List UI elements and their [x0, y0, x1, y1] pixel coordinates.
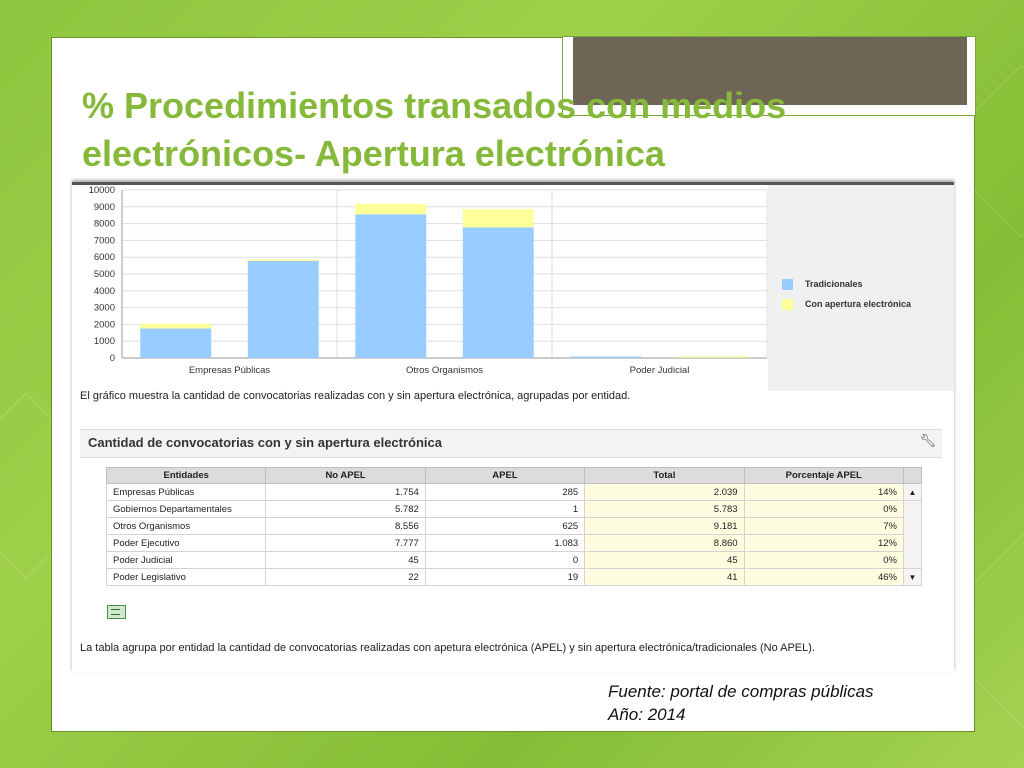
- scrollbar-header: [903, 468, 921, 484]
- legend-swatch-con-apertura: [782, 299, 793, 310]
- bar-segment-tradicionales: [355, 214, 426, 358]
- table-panel-header: [80, 429, 942, 458]
- portal-screenshot: [72, 182, 954, 672]
- cell-entidad: Poder Judicial: [107, 552, 266, 569]
- source-note: [608, 680, 874, 726]
- cell-apel: 0: [425, 552, 584, 569]
- cell-entidad: Poder Ejecutivo: [107, 535, 266, 552]
- cell-total: 2.039: [585, 484, 744, 501]
- table-row[interactable]: [107, 501, 922, 518]
- legend-swatch-tradicionales: [782, 279, 793, 290]
- cell-total: 41: [585, 569, 744, 586]
- y-tick-label: 7000: [93, 235, 115, 247]
- cell-no-apel: 45: [266, 552, 425, 569]
- wrench-icon[interactable]: 🔧︎: [919, 433, 936, 448]
- bar-segment-con-apertura: [248, 259, 319, 261]
- table-header-row: [107, 468, 922, 484]
- cell-entidad: Empresas Públicas: [107, 484, 266, 501]
- cell-no-apel: 1.754: [266, 484, 425, 501]
- scroll-down-button[interactable]: ▼: [903, 569, 921, 586]
- column-header-total[interactable]: Total: [585, 468, 744, 484]
- cell-total: 45: [585, 552, 744, 569]
- x-tick-label: Empresas Públicas: [188, 365, 271, 376]
- y-tick-label: 10000: [88, 185, 115, 196]
- legend-item-tradicionales: [782, 274, 911, 294]
- column-header-no-apel[interactable]: No APEL: [266, 468, 425, 484]
- cell-apel: 1.083: [425, 535, 584, 552]
- data-table: [106, 467, 922, 586]
- spreadsheet-export-icon[interactable]: [107, 605, 126, 619]
- table-row[interactable]: [107, 535, 922, 552]
- y-tick-label: 0: [109, 353, 115, 364]
- table-row[interactable]: [107, 569, 922, 586]
- cell-entidad: Gobiernos Departamentales: [107, 501, 266, 518]
- cell-apel: 285: [425, 484, 584, 501]
- cell-apel: 19: [425, 569, 584, 586]
- cell-total: 5.783: [585, 501, 744, 518]
- bar-segment-tradicionales: [463, 227, 534, 358]
- cell-total: 9.181: [585, 518, 744, 535]
- bar-segment-con-apertura: [463, 209, 534, 227]
- cell-no-apel: 7.777: [266, 535, 425, 552]
- bar-segment-con-apertura: [355, 204, 426, 215]
- year-line: Año: 2014: [608, 705, 686, 724]
- cell-apel: 625: [425, 518, 584, 535]
- cell-porcentaje: 14%: [744, 484, 903, 501]
- y-tick-label: 9000: [93, 201, 115, 213]
- x-tick-label: Poder Judicial: [629, 365, 690, 376]
- y-tick-label: 3000: [93, 302, 115, 314]
- legend-label-con-apertura: Con apertura electrónica: [805, 299, 912, 309]
- data-table-container: [106, 467, 922, 586]
- column-header-entidades[interactable]: Entidades: [107, 468, 266, 484]
- column-header-apel[interactable]: APEL: [425, 468, 584, 484]
- table-row[interactable]: [107, 518, 922, 535]
- slide-title: % Procedimientos transados con medios electrónicos- Apertura electrónica: [82, 85, 787, 174]
- y-tick-label: 5000: [93, 269, 115, 280]
- cell-porcentaje: 0%: [744, 501, 903, 518]
- cell-porcentaje: 46%: [744, 569, 903, 586]
- cell-porcentaje: 7%: [744, 518, 903, 535]
- cell-no-apel: 22: [266, 569, 425, 586]
- bar-segment-tradicionales: [140, 329, 211, 358]
- table-caption: La tabla agrupa por entidad la cantidad de convocatorias realizadas con apetura electrónica (APEL) y sin apertura electrónica/tradicionales (No APEL).: [80, 642, 815, 654]
- legend-label-tradicionales: Tradicionales: [805, 279, 863, 289]
- y-tick-label: 6000: [93, 252, 115, 264]
- bar-segment-tradicionales: [570, 357, 641, 359]
- x-tick-label: Otros Organismos: [405, 365, 484, 376]
- scroll-up-button[interactable]: ▲: [903, 484, 921, 501]
- bar-segment-con-apertura: [140, 324, 211, 329]
- cell-porcentaje: 12%: [744, 535, 903, 552]
- y-tick-label: 8000: [93, 218, 115, 230]
- y-tick-label: 1000: [93, 336, 115, 348]
- cell-entidad: Poder Legislativo: [107, 569, 266, 586]
- column-header-porcentaje-apel[interactable]: Porcentaje APEL: [744, 468, 903, 484]
- cell-porcentaje: 0%: [744, 552, 903, 569]
- scrollbar-track[interactable]: [903, 501, 921, 569]
- legend-item-con-apertura: [782, 294, 911, 314]
- chart-legend: [782, 274, 911, 314]
- bar-segment-tradicionales: [248, 261, 319, 358]
- cell-no-apel: 5.782: [266, 501, 425, 518]
- bar-segment-con-apertura: [678, 356, 749, 358]
- table-row[interactable]: [107, 484, 922, 501]
- cell-no-apel: 8.556: [266, 518, 425, 535]
- chart-caption: El gráfico muestra la cantidad de convocatorias realizadas con y sin apertura electrónica, agrupadas por entidad.: [80, 390, 631, 402]
- cell-entidad: Otros Organismos: [107, 518, 266, 535]
- cell-apel: 1: [425, 501, 584, 518]
- table-row[interactable]: [107, 552, 922, 569]
- source-line: Fuente: portal de compras públicas: [608, 682, 874, 701]
- y-tick-label: 4000: [93, 285, 115, 297]
- y-tick-label: 2000: [93, 319, 115, 331]
- stacked-bar-chart: [72, 182, 772, 387]
- slide-content: [51, 37, 975, 732]
- cell-total: 8.860: [585, 535, 744, 552]
- table-panel-title: Cantidad de convocatorias con y sin apertura electrónica: [88, 435, 442, 450]
